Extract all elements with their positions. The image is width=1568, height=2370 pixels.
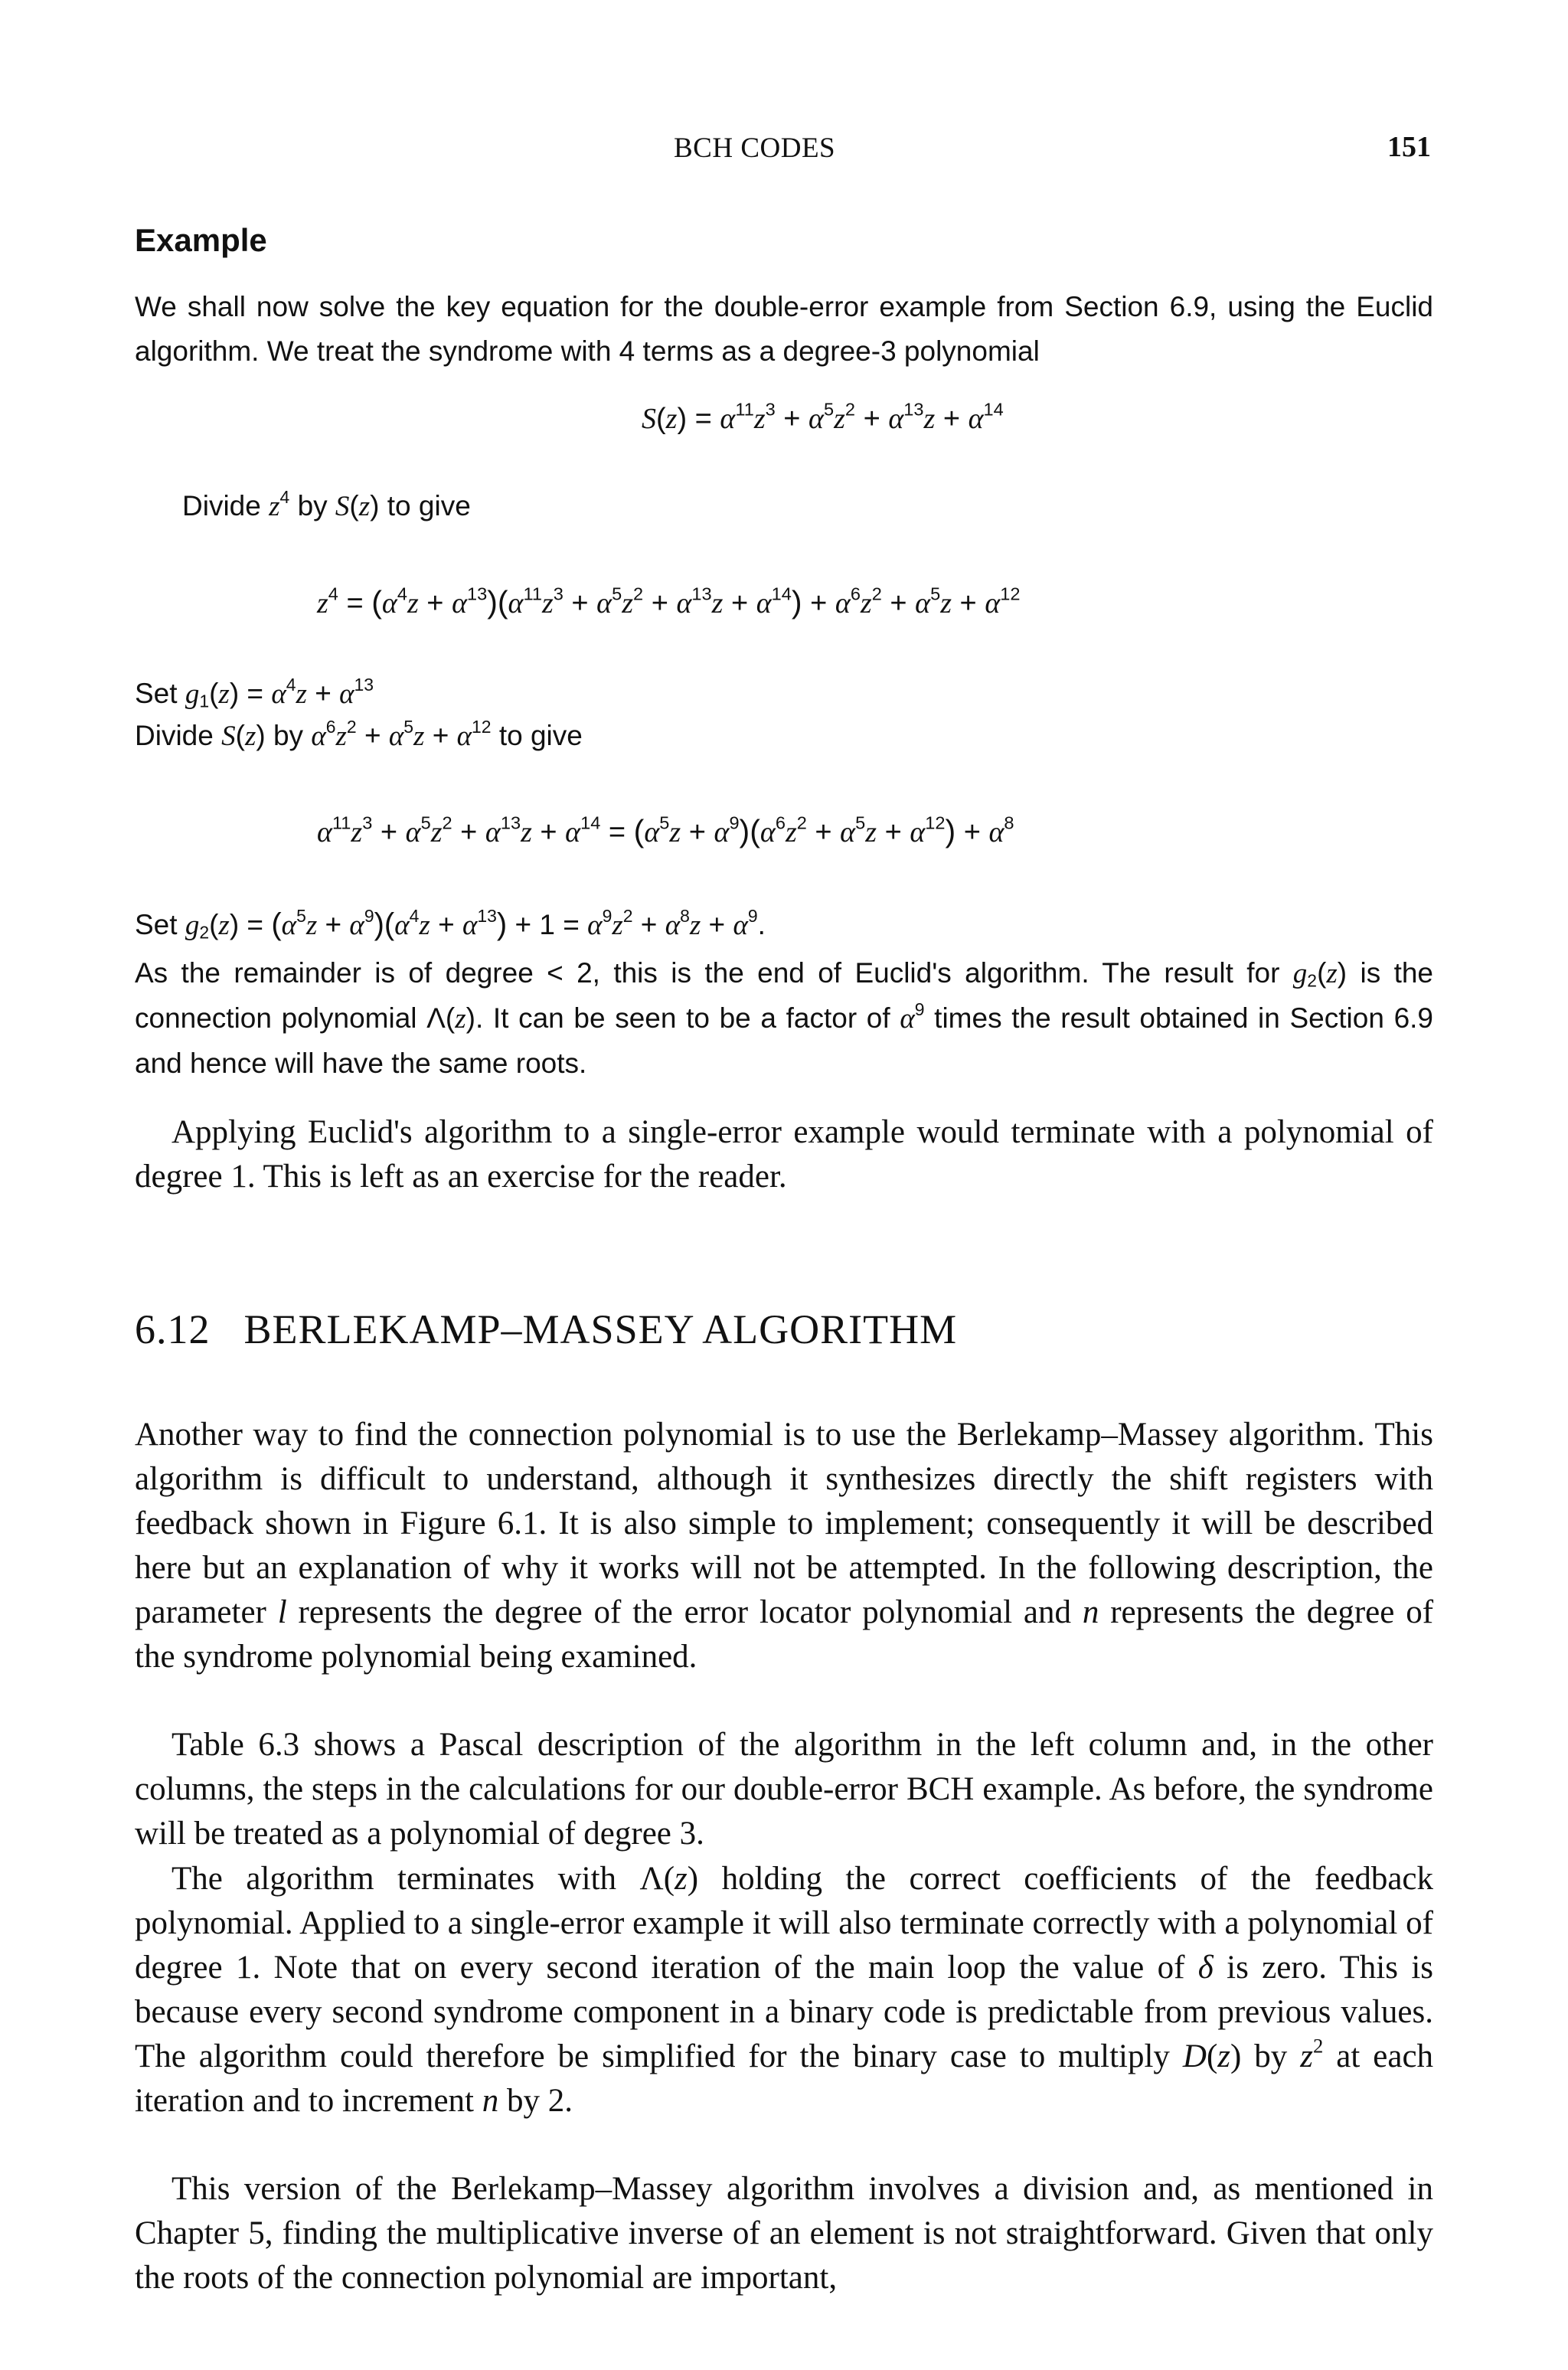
paragraph-1-part-c: represents the degree of the syndrome polynomial being examined.	[135, 1594, 1434, 1675]
step-divide-2-suffix: to give	[498, 720, 583, 751]
paragraph-4: This version of the Berlekamp–Massey algorithm involves a division and, as mentioned in Chapter 5, finding the multiplicative inverse of an element is not straightforward. Given that only the roots of the connection polynomial are important,	[135, 2171, 1433, 2296]
example-conclusion: As the remainder is of degree < 2, this is the end of Euclid's algorithm. The result for $g_2(z)$ is the connection polynomial Λ(z). It can be seen to be a factor of $\alpha^9$ times the result obtained in Section 6.9 and hence will have the same roots.	[135, 957, 1434, 1079]
step-divide-1: Divide $z^4$ by S(z) to give	[182, 486, 471, 522]
paragraph-3-part-a: The algorithm terminates with	[172, 1861, 617, 1897]
paragraph-1-part-a: Another way to find the connection polynomial is to use the Berlekamp–Massey algorithm. This algorithm is difficult to understand, although it synthesizes directly the shift registers with feedback shown in Figure 6.1. It is also simple to implement; consequently it will be described here but an explanation of why it works will not be attempted. In the following description, the parameter	[135, 1417, 1433, 1630]
paragraph-1: Another way to find the connection polynomial is to use the Berlekamp–Massey algorithm. This algorithm is difficult to understand, although it synthesizes directly the shift registers with feedback shown in Figure 6.1. It is also simple to implement; consequently it will be described here but an explanation of why it works will not be attempted. In the following description, the parameter l represents the degree of the error locator polynomial and n represents the degree of the syndrome polynomial being examined.	[135, 1417, 1434, 1675]
set-g2-label: Set	[135, 909, 178, 940]
conclusion-part-b: is the connection polynomial	[135, 957, 1434, 1034]
paragraph-3-part-d: by	[1254, 2038, 1288, 2074]
paragraph-3: The algorithm terminates with Λ(z) holding the correct coefficients of the feedback polynomial. Applied to a single-error example it will also terminate correctly with a polynomial of degree 1. Note that on every second iteration of the main loop the value of δ is zero. This is because every second syndrome component in a binary code is predictable from previous values. The algorithm could therefore be simplified for the binary case to multiply D(z) by $z^2$ at each iteration and to increment n by 2.	[135, 1861, 1434, 2119]
step-divide-2: Divide S(z) by $\alpha^6z^2 + \alpha^5z + \alpha^{12}$ to give	[135, 716, 583, 752]
equation-syndrome: $S(z) = \alpha^{11}z^3 + \alpha^5z^2 + \alpha^{13}z + \alpha^{14}$	[642, 399, 1004, 435]
conclusion-part-c: . It can be seen to be a factor of	[475, 1002, 890, 1034]
step-divide-2-mid: by	[273, 720, 304, 751]
section-heading	[135, 1306, 957, 1353]
example-intro: We shall now solve the key equation for the double-error example from Section 6.9, using the Euclid algorithm. We treat the syndrome with 4 terms as a degree-3 polynomial	[135, 291, 1433, 367]
page-number: 151	[1387, 131, 1431, 163]
paragraph-2: Table 6.3 shows a Pascal description of the algorithm in the left column and, in the other columns, the steps in the calculations for our double-error BCH example. As before, the syndrome will be treated as a polynomial of degree 3.	[135, 1727, 1433, 1852]
equation-division-2: $\alpha^{11}z^3 + \alpha^5z^2 + \alpha^{13}z + \alpha^{14} = (\alpha^5z + \alpha^9)(\alpha^6z^2 + \alpha^5z + \alpha^{12}) + \alpha^8$	[317, 812, 1014, 848]
set-g1: Set $g_1(z) = \alpha^4z + \alpha^{13}$	[135, 674, 374, 711]
step-divide-1-prefix: Divide	[182, 490, 261, 521]
paragraph-3-part-c: is zero. This is because every second syndrome component in a binary code is predictable from previous values. The algorithm could therefore be simplified for the binary case to multiply	[135, 1950, 1434, 2074]
paragraph-3-part-b: holding the correct coefficients of the feedback polynomial. Applied to a single-error example it will also terminate correctly with a polynomial of degree 1. Note that on every second iteration of the main loop the value of	[135, 1861, 1434, 1986]
paragraph-3-part-e: at each iteration and to increment	[135, 2038, 1434, 2119]
paragraph-1-part-b: represents the degree of the error locator polynomial and	[298, 1594, 1072, 1630]
section-title: BERLEKAMP–MASSEY ALGORITHM	[243, 1306, 958, 1352]
conclusion-part-d: times the result obtained in Section 6.9 and hence will have the same roots.	[135, 1002, 1434, 1079]
paragraph-single-error: Applying Euclid's algorithm to a single-error example would terminate with a polynomial of degree 1. This is left as an exercise for the reader.	[135, 1114, 1433, 1195]
set-g1-label: Set	[135, 678, 178, 709]
step-divide-2-prefix: Divide	[135, 720, 214, 751]
equation-division-1: $z^4 = (\alpha^4z + \alpha^{13})(\alpha^{11}z^3 + \alpha^5z^2 + \alpha^{13}z + \alpha^{14}) + \alpha^6z^2 + \alpha^5z + \alpha^{12}$	[317, 584, 1021, 619]
step-divide-1-suffix: to give	[387, 490, 471, 521]
running-head: BCH CODES	[674, 132, 836, 164]
example-heading: Example	[135, 222, 267, 258]
section-number: 6.12	[135, 1306, 211, 1352]
set-g2: Set $g_2(z) = (\alpha^5z + \alpha^9)(\alpha^4z + \alpha^{13}) + 1 = \alpha^9z^2 + \alpha^8z + \alpha^9$.	[135, 905, 766, 943]
conclusion-part-a: As the remainder is of degree < 2, this is the end of Euclid's algorithm. The result for	[135, 957, 1280, 989]
paragraph-3-part-f: by 2.	[506, 2083, 573, 2119]
step-divide-1-mid: by	[297, 490, 328, 521]
